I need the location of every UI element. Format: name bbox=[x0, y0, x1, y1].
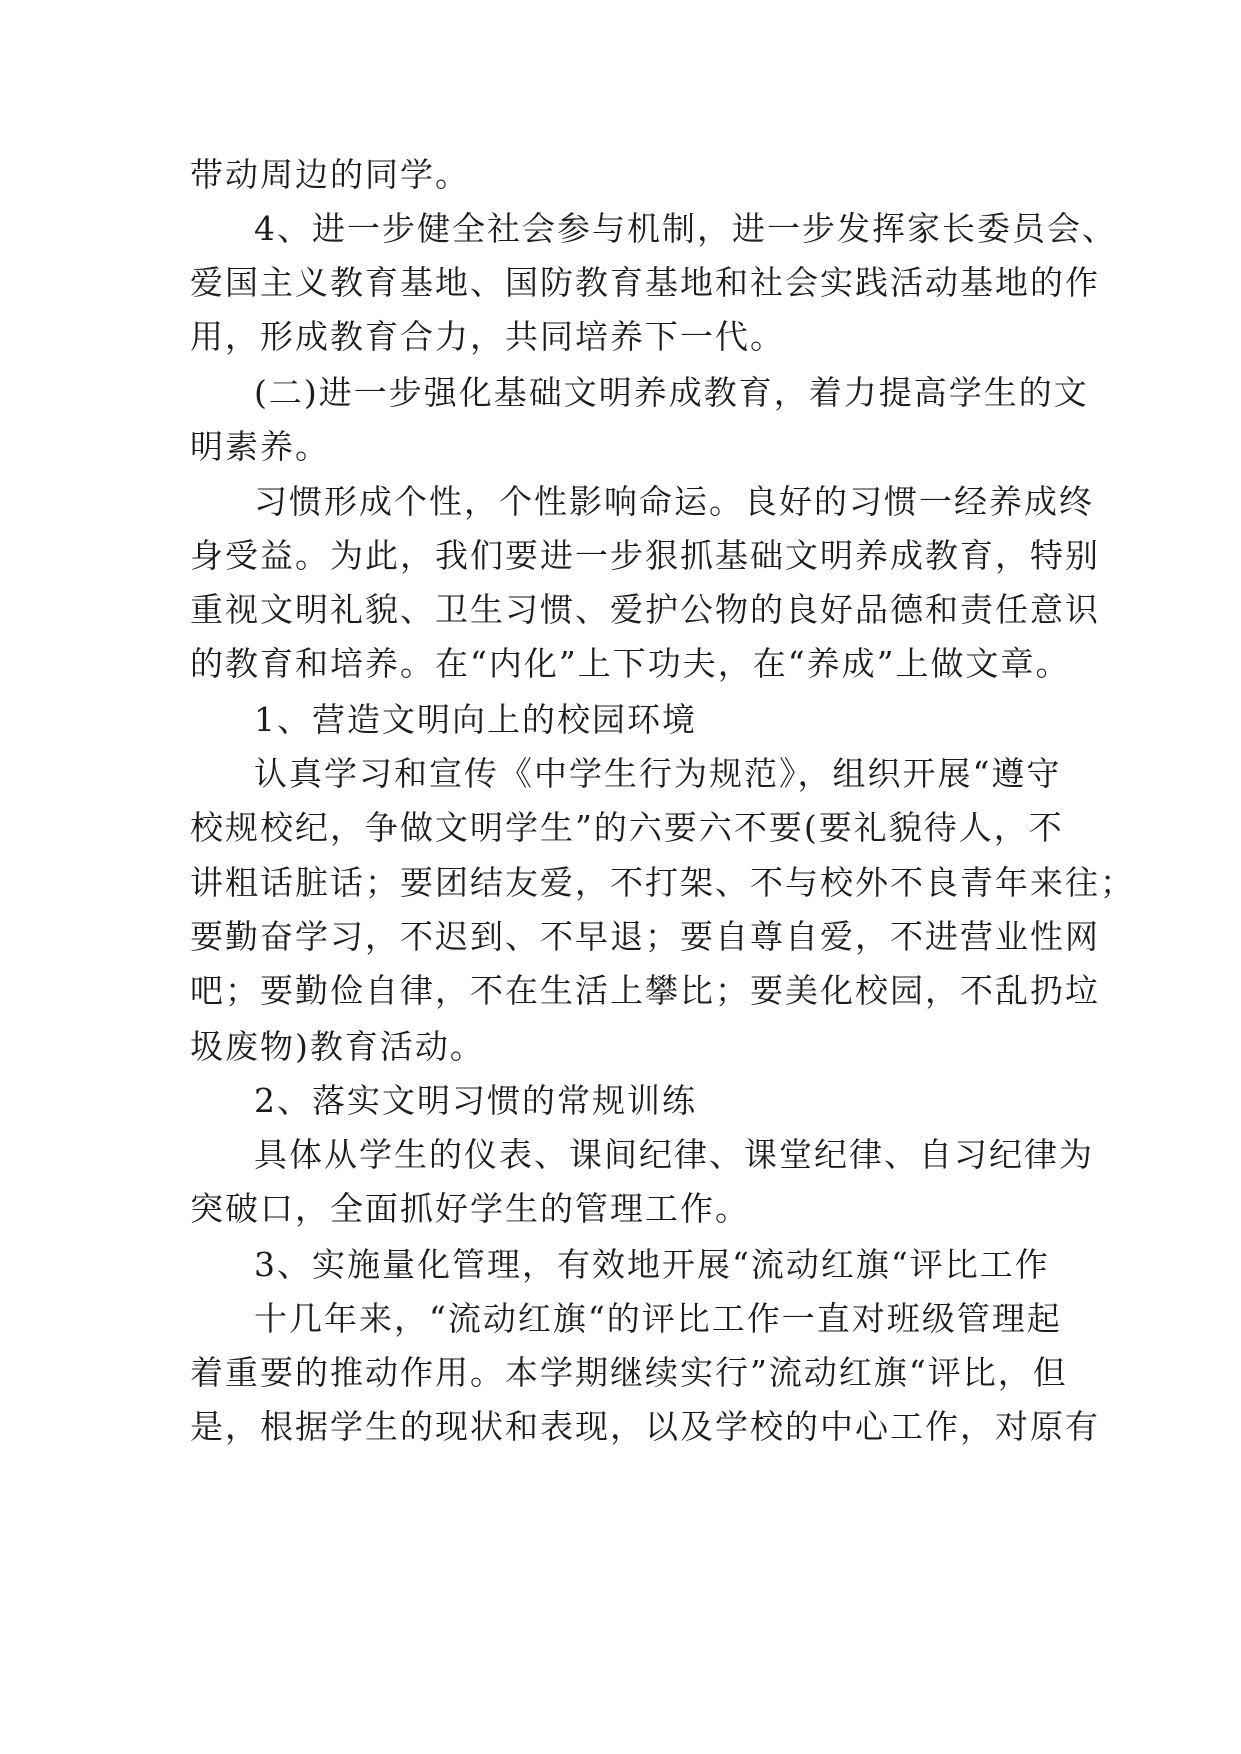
text-line: 4、进一步健全社会参与机制，进一步发挥家长委员会、 bbox=[254, 209, 1117, 248]
text-line: 是，根据学生的现状和表现，以及学校的中心工作，对原有 bbox=[190, 1407, 1100, 1446]
text-line: 讲粗话脏话；要团结友爱，不打架、不与校外不良青年来往； bbox=[190, 863, 1135, 902]
text-line: 十几年来，“流动红旗“的评比工作一直对班级管理起 bbox=[254, 1299, 1062, 1338]
text-line: 1、营造文明向上的校园环境 bbox=[254, 700, 697, 739]
text-line: 爱国主义教育基地、国防教育基地和社会实践活动基地的作 bbox=[190, 263, 1100, 302]
text-line: 身受益。为此，我们要进一步狠抓基础文明养成教育，特别 bbox=[190, 536, 1100, 575]
text-line: 突破口，全面抓好学生的管理工作。 bbox=[190, 1189, 750, 1228]
text-line: (二)进一步强化基础文明养成教育，着力提高学生的文 bbox=[254, 373, 1089, 412]
text-line: 3、实施量化管理，有效地开展“流动红旗“评比工作 bbox=[254, 1245, 1050, 1284]
text-line: 习惯形成个性，个性影响命运。良好的习惯一经养成终 bbox=[254, 482, 1094, 521]
text-line: 要勤奋学习，不迟到、不早退；要自尊自爱，不进营业性网 bbox=[190, 917, 1100, 956]
text-line: 的教育和培养。在“内化”上下功夫，在“养成”上做文章。 bbox=[190, 644, 1071, 683]
text-line: 重视文明礼貌、卫生习惯、爱护公物的良好品德和责任意识 bbox=[190, 590, 1100, 629]
text-line: 具体从学生的仪表、课间纪律、课堂纪律、自习纪律为 bbox=[254, 1135, 1094, 1174]
text-line: 校规校纪，争做文明学生”的六要六不要(要礼貌待人，不 bbox=[190, 808, 1064, 847]
text-line: 2、落实文明习惯的常规训练 bbox=[254, 1081, 697, 1120]
text-line: 圾废物)教育活动。 bbox=[190, 1027, 485, 1066]
text-line: 用，形成教育合力，共同培养下一代。 bbox=[190, 317, 785, 356]
text-line: 吧；要勤俭自律，不在生活上攀比；要美化校园，不乱扔垃 bbox=[190, 971, 1100, 1010]
text-line: 带动周边的同学。 bbox=[190, 155, 470, 194]
text-line: 明素养。 bbox=[190, 427, 330, 466]
text-line: 着重要的推动作用。本学期继续实行”流动红旗“评比，但 bbox=[190, 1353, 1068, 1392]
text-line: 认真学习和宣传《中学生行为规范》，组织开展“遵守 bbox=[254, 754, 1062, 793]
